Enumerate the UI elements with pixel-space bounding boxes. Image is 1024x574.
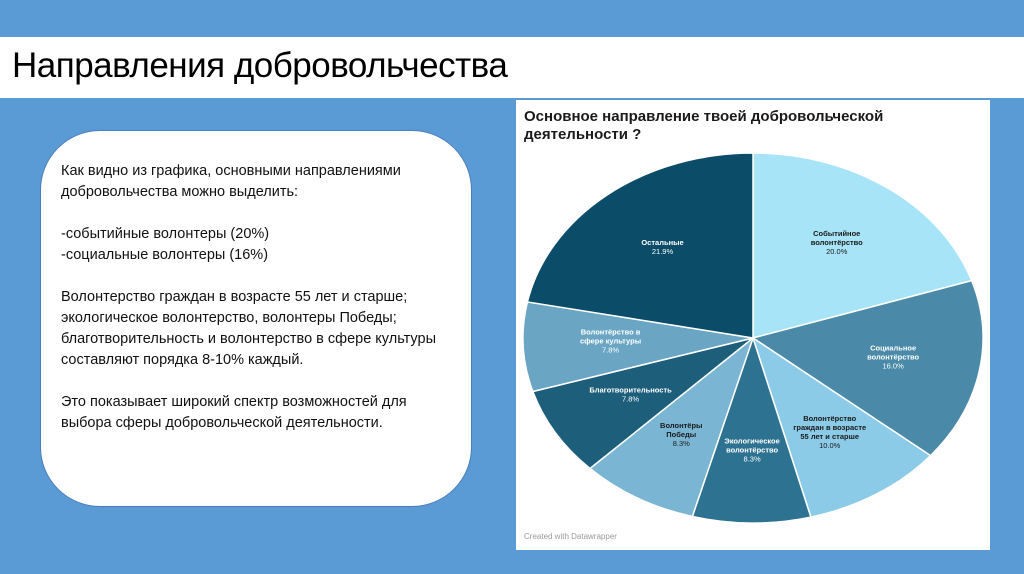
- summary-text: [61, 161, 461, 455]
- slice-value-label: 21.9%: [651, 246, 674, 256]
- slice-label-line: Волонтёры: [660, 421, 703, 431]
- summary-paragraph: [61, 224, 461, 266]
- slice-label-line: волонтёрство: [810, 238, 863, 248]
- chart-credit: Created with Datawrapper: [524, 532, 617, 541]
- slice-label-line: Победы: [666, 430, 697, 440]
- slice-label-line: граждан в возрасте: [793, 423, 867, 433]
- slice-label-line: волонтёрство: [867, 352, 920, 362]
- top-bar: [0, 0, 1024, 37]
- slice-label-line: сфере культуры: [580, 336, 642, 346]
- slice-value-label: 7.8%: [622, 394, 640, 404]
- slice-label-line: Экологическое: [724, 436, 780, 446]
- slice-label-line: Волонтёрство: [803, 414, 857, 424]
- pie-chart-image: [516, 100, 990, 550]
- slice-label-line: Благотворительность: [589, 385, 672, 395]
- summary-line: -социальные волонтеры (16%): [61, 247, 269, 263]
- slice-label-line: Остальные: [641, 237, 684, 247]
- chart-title: Основное направление твоей добровольческой деятельности ?: [524, 108, 884, 143]
- slice-value-label: 16.0%: [882, 361, 904, 371]
- slice-label-line: Социальное: [870, 343, 917, 353]
- summary-paragraph: [61, 392, 461, 434]
- summary-paragraph: [61, 161, 461, 203]
- summary-textbox: [40, 130, 472, 507]
- slice-label-line: 55 лет и старше: [800, 432, 860, 442]
- slice-label-line: Волонтёрство в: [580, 327, 641, 337]
- slice-label-line: волонтёрство: [726, 445, 779, 455]
- summary-line: Это показывает широкий спектр возможностей для выбора сферы добровольческой деятельности.: [61, 394, 407, 431]
- slice-label-line: Событийное: [813, 229, 861, 239]
- slice-value-label: 20.0%: [826, 247, 848, 257]
- summary-line: Как видно из графика, основными направлениями добровольчества можно выделить:: [61, 163, 401, 200]
- page-title: Направления добровольчества: [12, 46, 508, 85]
- slice-value-label: 7.8%: [602, 345, 620, 355]
- summary-line: -событийные волонтеры (20%): [61, 226, 270, 242]
- slice-value-label: 8.3%: [743, 454, 761, 464]
- slice-value-label: 8.3%: [672, 439, 690, 449]
- pie-chart: [516, 100, 990, 550]
- summary-paragraph: [61, 287, 461, 371]
- slice-value-label: 10.0%: [819, 441, 841, 451]
- summary-line: Волонтерство граждан в возрасте 55 лет и старше; экологическое волонтерство, волонтеры Победы; благотворительность и волонтерство в сфере культуры составляют порядка 8-10% каждый.: [61, 289, 436, 368]
